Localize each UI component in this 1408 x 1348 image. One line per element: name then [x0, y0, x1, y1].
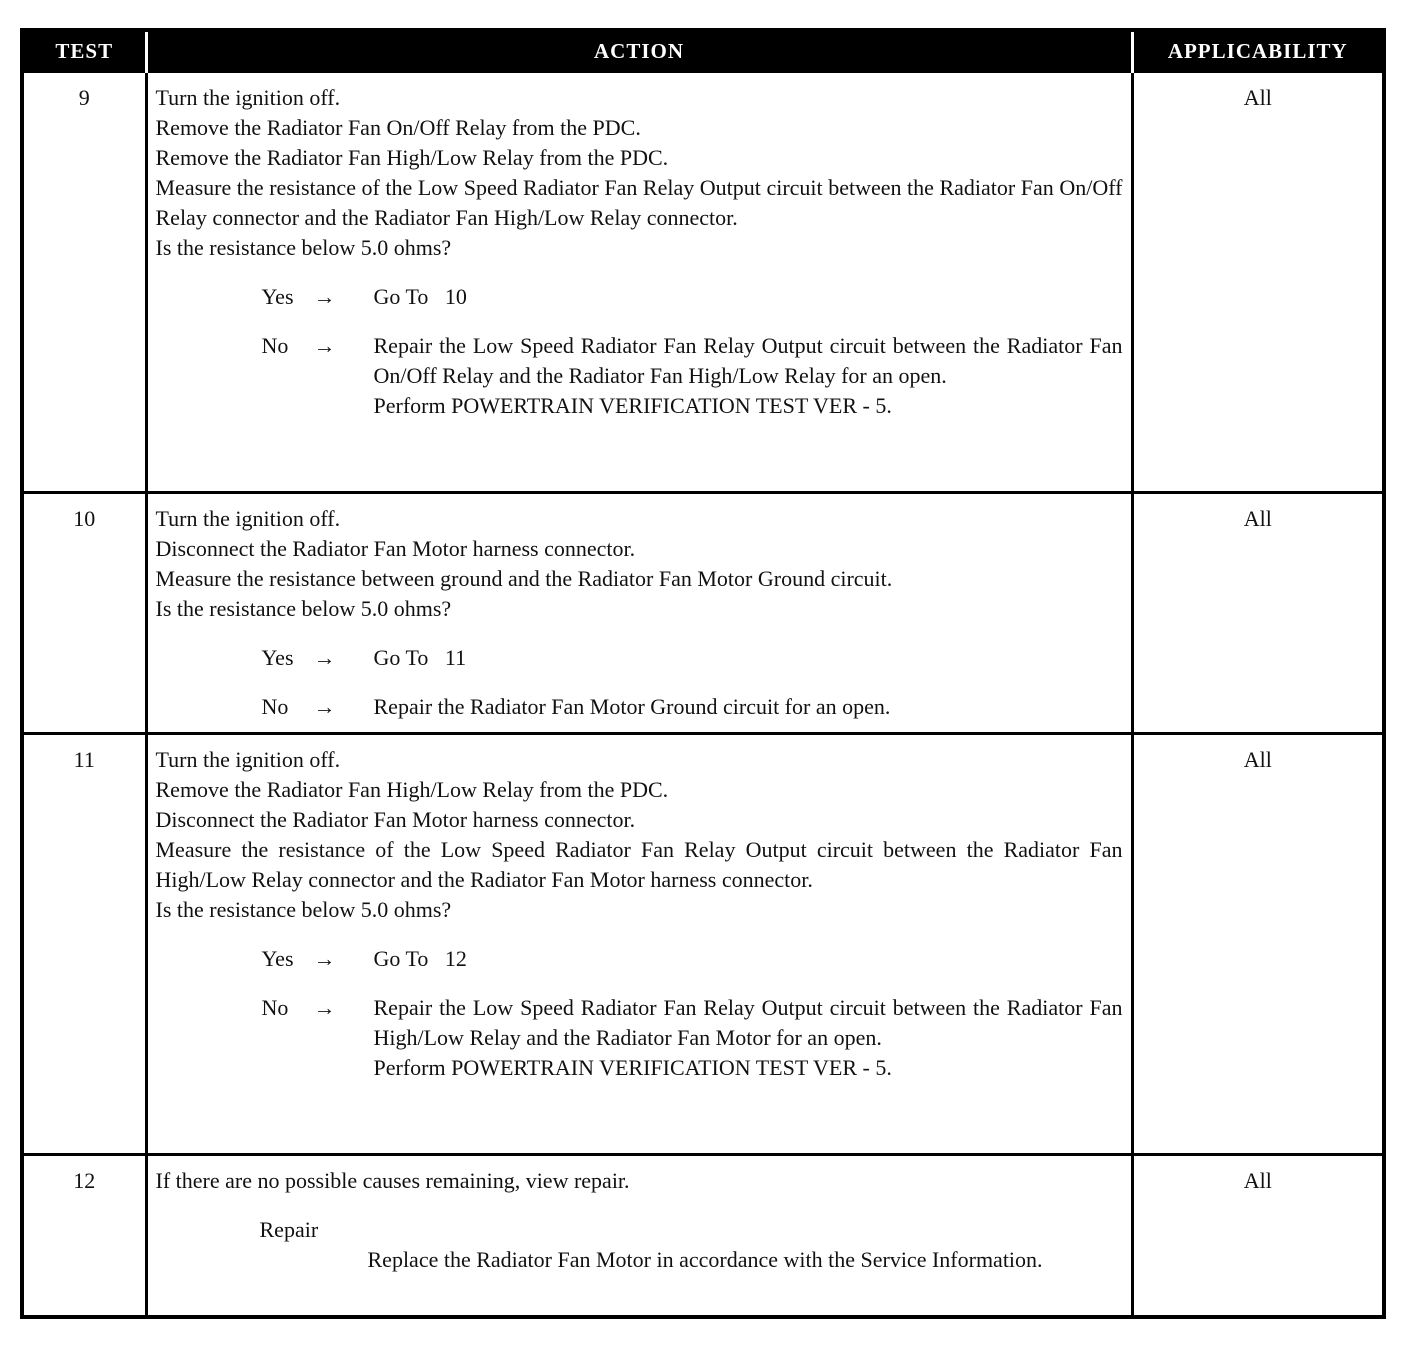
no-outcome [262, 331, 1123, 421]
header-applicability: APPLICABILITY [1132, 30, 1384, 72]
arrow-icon: → [313, 995, 336, 1020]
diagnostic-test-table [20, 28, 1386, 1319]
repair-text: Replace the Radiator Fan Motor in accordance with the Service Information. [367, 1247, 1043, 1272]
no-result: Repair the Low Speed Radiator Fan Relay Output circuit between the Radiator Fan On/Off Relay and the Radiator Fan High/Low Relay for an open. [373, 333, 1123, 388]
applicability-value: All [1132, 493, 1384, 734]
no-result: Repair the Radiator Fan Motor Ground circuit for an open. [373, 694, 891, 719]
no-outcome [262, 993, 1123, 1083]
yes-label: Yes [261, 946, 294, 971]
yes-outcome [262, 944, 1123, 974]
action-cell [146, 493, 1132, 734]
table-header-row [22, 30, 1384, 72]
test-number: 9 [22, 72, 146, 493]
table-row [22, 72, 1384, 493]
action-cell [146, 72, 1132, 493]
arrow-icon: → [313, 694, 336, 719]
action-step: Turn the ignition off. [155, 506, 341, 531]
applicability-value: All [1132, 1155, 1384, 1317]
no-label: No [261, 333, 289, 358]
action-step: Remove the Radiator Fan On/Off Relay from the PDC. [155, 115, 641, 140]
table-row [22, 1155, 1384, 1317]
yes-result: Go To 11 [373, 645, 467, 670]
no-result: Repair the Low Speed Radiator Fan Relay Output circuit between the Radiator Fan High/Low Relay and the Radiator Fan Motor for an open. [373, 995, 1123, 1050]
yes-label: Yes [261, 645, 294, 670]
arrow-icon: → [313, 946, 336, 971]
table-row [22, 734, 1384, 1155]
action-step: Measure the resistance of the Low Speed Radiator Fan Relay Output circuit between the Radiator Fan High/Low Relay connector and the Radiator Fan Motor harness connector. [155, 837, 1123, 892]
action-step: Disconnect the Radiator Fan Motor harness connector. [155, 807, 636, 832]
action-step: Disconnect the Radiator Fan Motor harness connector. [155, 536, 636, 561]
applicability-value: All [1132, 72, 1384, 493]
yes-label: Yes [261, 284, 294, 309]
no-label: No [261, 694, 289, 719]
yes-outcome [262, 643, 1123, 673]
action-step: Turn the ignition off. [155, 747, 341, 772]
arrow-icon: → [313, 645, 336, 670]
yes-result: Go To 12 [373, 946, 467, 971]
action-step: Remove the Radiator Fan High/Low Relay from the PDC. [155, 777, 669, 802]
action-cell [146, 734, 1132, 1155]
no-label: No [261, 995, 289, 1020]
test-number: 10 [22, 493, 146, 734]
verification-step: Perform POWERTRAIN VERIFICATION TEST VER - 5. [373, 393, 892, 418]
action-step: Measure the resistance between ground and the Radiator Fan Motor Ground circuit. [155, 566, 893, 591]
repair-label: Repair [259, 1217, 319, 1242]
yes-outcome [262, 282, 1123, 312]
arrow-icon: → [313, 333, 336, 358]
header-test: TEST [22, 30, 146, 72]
yes-result: Go To 10 [373, 284, 467, 309]
action-step: Remove the Radiator Fan High/Low Relay from the PDC. [155, 145, 669, 170]
arrow-icon: → [313, 284, 336, 309]
table-row [22, 493, 1384, 734]
action-question: Is the resistance below 5.0 ohms? [155, 596, 452, 621]
no-outcome [262, 692, 1123, 722]
test-number: 11 [22, 734, 146, 1155]
header-action: ACTION [146, 30, 1132, 72]
applicability-value: All [1132, 734, 1384, 1155]
action-step: Turn the ignition off. [155, 85, 341, 110]
verification-step: Perform POWERTRAIN VERIFICATION TEST VER - 5. [373, 1055, 892, 1080]
action-cell [146, 1155, 1132, 1317]
action-step: Measure the resistance of the Low Speed Radiator Fan Relay Output circuit between the Radiator Fan On/Off Relay connector and the Radiator Fan High/Low Relay connector. [155, 175, 1123, 230]
action-question: Is the resistance below 5.0 ohms? [155, 235, 452, 260]
test-number: 12 [22, 1155, 146, 1317]
action-step: If there are no possible causes remaining, view repair. [155, 1168, 630, 1193]
action-question: Is the resistance below 5.0 ohms? [155, 897, 452, 922]
